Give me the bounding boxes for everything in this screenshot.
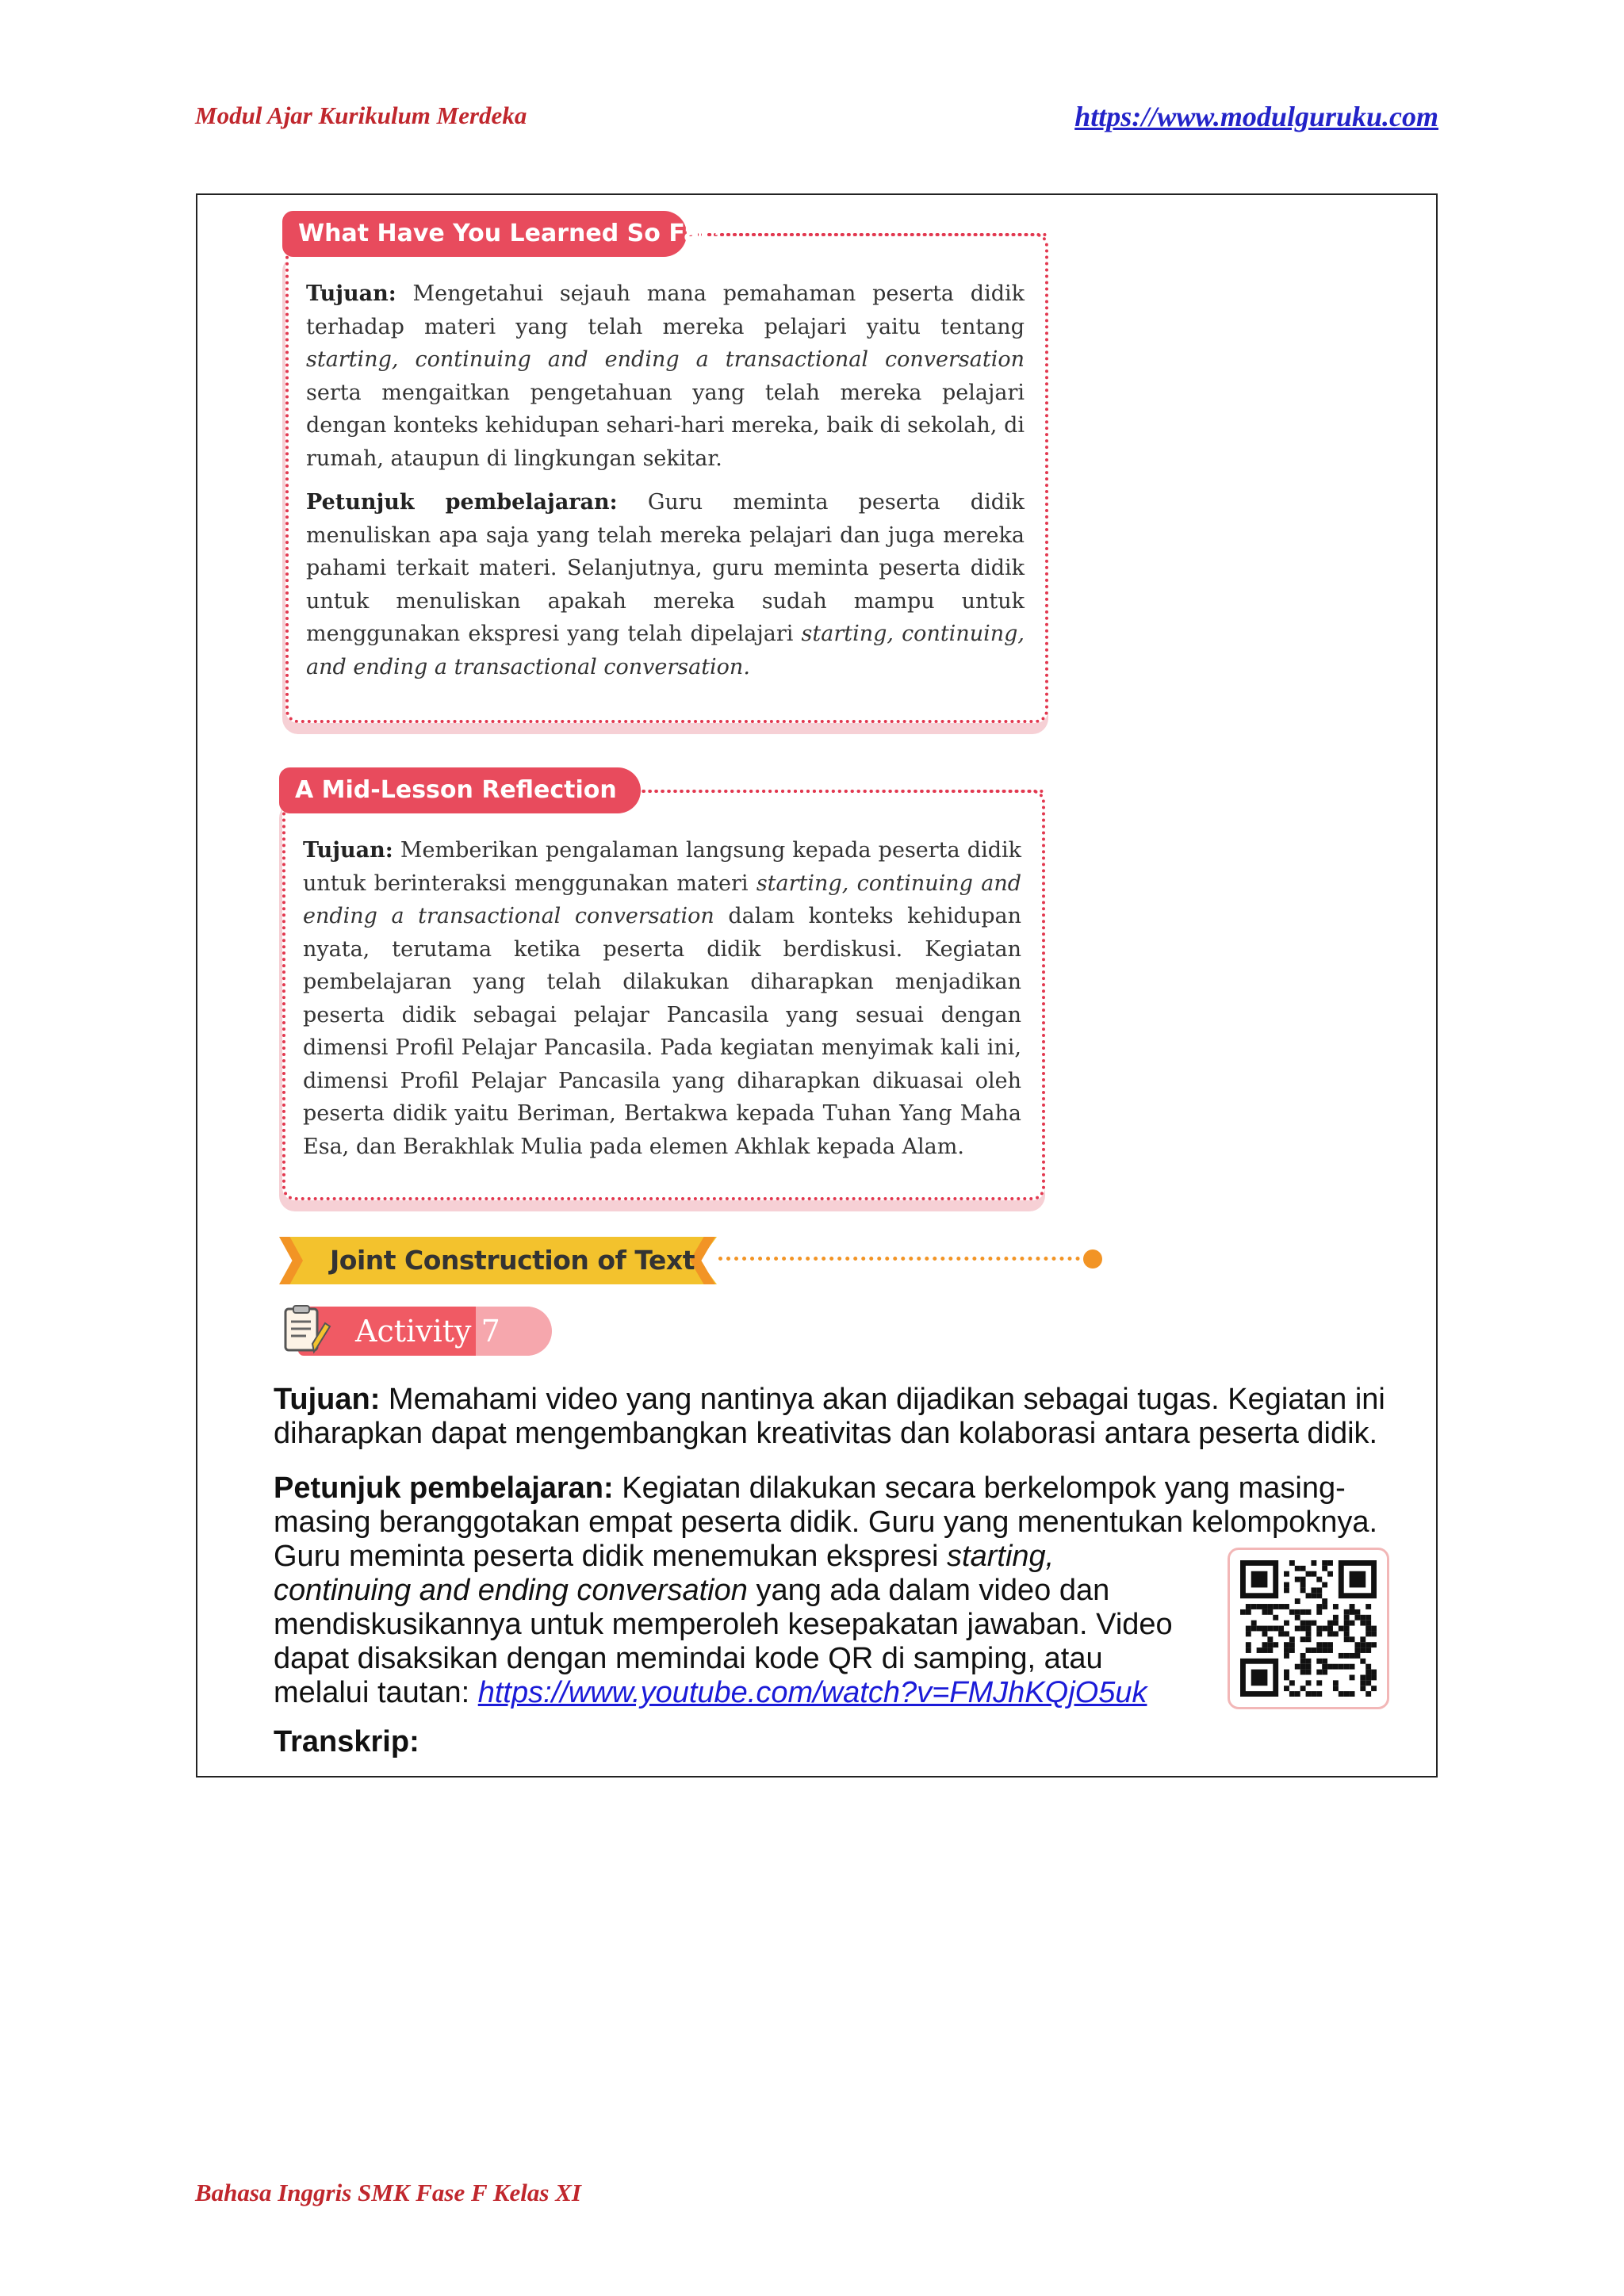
body-tujuan: Tujuan: Memahami video yang nantinya akan dijadikan sebagai tugas. Kegiatan ini diharapkan dapat mengembangkan kreativitas dan kolaborasi antara peserta didik. — [274, 1383, 1385, 1450]
header-title: Modul Ajar Kurikulum Merdeka — [195, 101, 527, 129]
notepad-pencil-icon — [282, 1304, 331, 1357]
joint-construction-end-dot — [1083, 1249, 1102, 1269]
youtube-link[interactable]: https://www.youtube.com/watch?v=FMJhKQjO5uk — [477, 1676, 1147, 1709]
body-petunjuk: Petunjuk pembelajaran: Kegiatan dilakukan secara berkelompok yang masing-masing beranggotakan empat peserta didik. Guru yang menentukan kelompoknya. — [274, 1471, 1378, 1539]
box1-petunjuk: Petunjuk pembelajaran: Guru meminta peserta didik menuliskan apa saja yang telah mereka pelajari dan juga mereka pahami terkait materi. Selanjutnya, guru meminta peserta didik untuk menuliskan apakah mereka sudah mampu untuk menggunakan ekspresi yang telah dipelajari starting, continuing, and ending a transactional conversation. — [306, 490, 1025, 679]
box2-label: A Mid-Lesson Reflection — [279, 767, 641, 813]
box2-tujuan: Tujuan: Memberikan pengalaman langsung kepada peserta didik untuk berinteraksi menggunakan materi starting, continuing and ending a transactional conversation dalam konteks kehidupan nyata, terutama ketika peserta didik berdiskusi. Kegiatan pembelajaran yang telah dilakukan diharapkan menjadikan peserta didik sebagai pelajar Pancasila yang sesuai dengan dimensi Profil Pelajar Pancasila. Pada kegiatan menyimak kali ini, dimensi Profil Pelajar Pancasila yang diharapkan dikuasai oleh peserta didik yaitu Beriman, Bertakwa kepada Tuhan Yang Maha Esa, dan Berakhlak Mulia pada elemen Akhlak kepada Alam. — [303, 838, 1021, 1159]
box1-top-dots — [688, 233, 1047, 236]
box2-top-dots — [642, 790, 1044, 793]
qr-code-icon — [1240, 1560, 1377, 1697]
body-line-3: Guru meminta peserta didik menemukan ekspresi starting, — [274, 1540, 1055, 1573]
transkrip-label: Transkrip: — [274, 1725, 419, 1758]
body-line-6: dapat disaksikan dengan memindai kode QR di samping, atau — [274, 1642, 1103, 1675]
body-line-4: continuing and ending conversation yang ada dalam video dan — [274, 1574, 1110, 1607]
box1-text — [306, 277, 1025, 695]
joint-construction-dots — [718, 1257, 1088, 1261]
joint-construction-title: Joint Construction of Text — [330, 1245, 695, 1276]
qr-code-frame — [1228, 1548, 1389, 1709]
box2-text — [303, 834, 1021, 1174]
activity-title: Activity 7 — [355, 1314, 500, 1349]
header-website-link[interactable]: https://www.modulguruku.com — [1074, 101, 1438, 132]
body-line-7: melalui tautan: https://www.youtube.com/watch?v=FMJhKQjO5uk — [274, 1676, 1147, 1709]
box1-tujuan: Tujuan: Mengetahui sejauh mana pemahaman peserta didik terhadap materi yang telah mereka pelajari yaitu tentang starting, continuing and ending a transactional conversation serta mengaitkan pengetahuan yang telah mereka pelajari dengan konteks kehidupan sehari-hari mereka, baik di sekolah, di rumah, ataupun di lingkungan sekitar. — [306, 281, 1025, 471]
box1-label: What Have You Learned So Far? — [282, 211, 687, 257]
footer-title: Bahasa Inggris SMK Fase F Kelas XI — [195, 2179, 581, 2206]
body-line-5: mendiskusikannya untuk memperoleh kesepakatan jawaban. Video — [274, 1608, 1173, 1641]
